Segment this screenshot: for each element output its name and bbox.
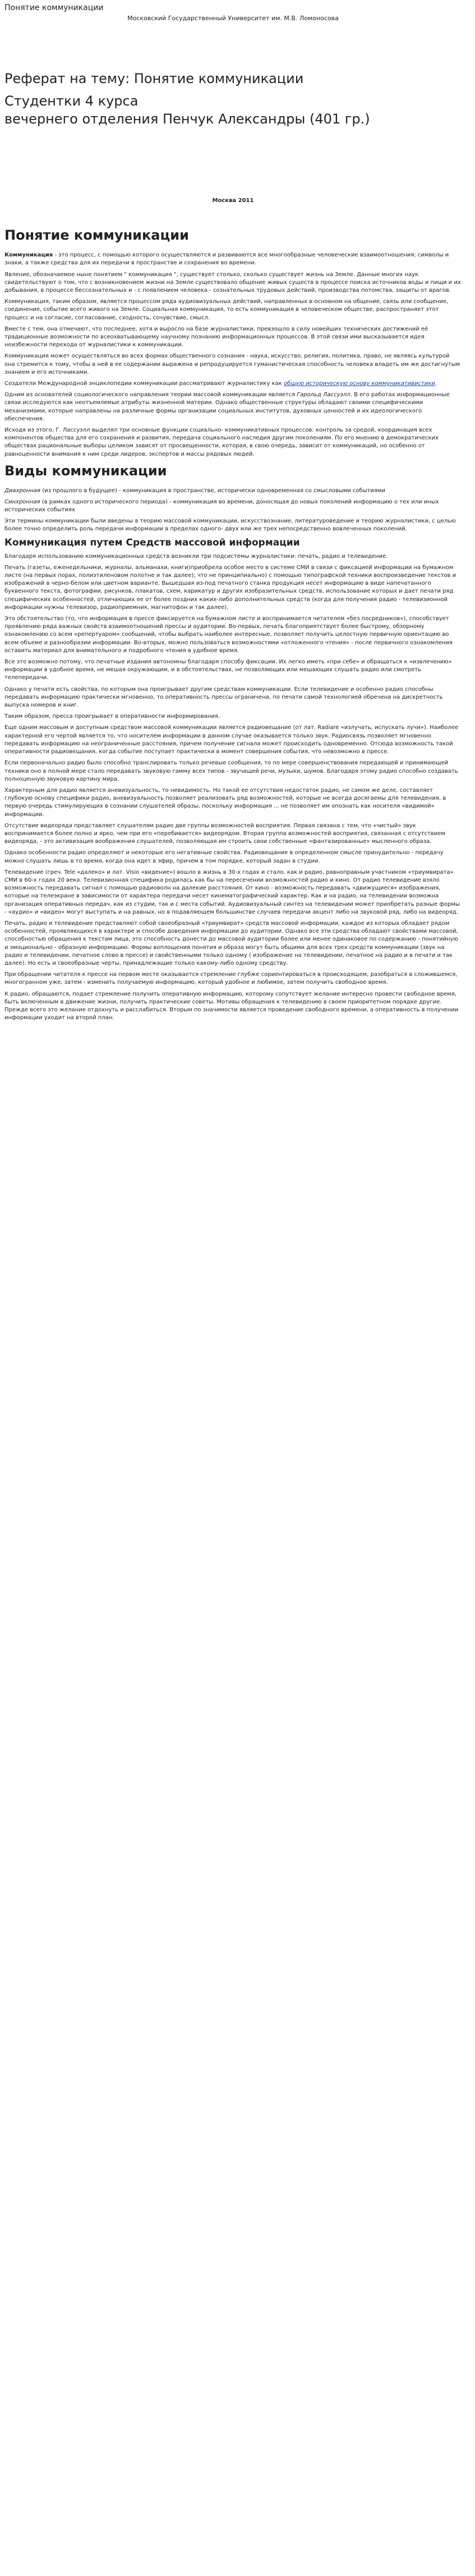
paragraph-text: . В его работах информационные связи исследуются как неотъемлемые атрибуты жизненной материи. Однако общественные структуры обладают своими специфическими механизмами, которые направлены на различные формы организации социальных институтов, духовных ценностей и их идеологического обеспечения. [4, 392, 450, 422]
paragraph-text: Создатели Международной энциклопедии коммуникации рассматривают журналистику как [4, 380, 284, 387]
paragraph: Печать, радио и телевидение представляют собой своеобразный «триумвират» средств массовой информации, каждое из которых обладает рядом особенностей, проявляющихся в характере и способе доведения информации до аудитории. Однако все эти средства обладают свойствами массовой, способностью обращения к текстам лица, это способность донести до массовой аудитории более или менее одинаковое по содержанию - понятийную и эмоционально - образную информацию. Формы воплощения понятия и образа могут быть общими для всех трех средств коммуникации (звук на радио и телевидении, печатное слово в прессе) и свойственными только одному ( изображение на телевидении, печатное на радио и в печати и так далее). Но есть и своеобразные черты, принадлежащие только какому-либо одному средству. [4, 920, 458, 966]
inline-link[interactable]: общую историческую основу коммуникативистики [283, 380, 435, 387]
section-heading-types: Виды коммуникации [4, 462, 167, 479]
term-italic: Синхронная [4, 498, 40, 505]
city-year: Москва 2011 [212, 198, 254, 204]
paragraph: Телевидение (греч. Tele «далеко» и лат. Visio «видение») вошло в жизнь в 30-х годах и стало, как и радио, равноправным участником «триумвирата» СМИ в 60-х годах 20 века. Телевизионная специфика родилась как бы на пересечении возможностей радио и кино. От радио телевидение взяло возможность передавать сигнал с помощью радиоволн на далекие расстояния. От кино - возможность передавать «движущиеся» изображения, которые на телеэкране в зависимости от характера передачи несет кинематографический характер. Как и на радио, на телевидении возможна организация оперативных передач, как из студии, так и с места событий. Аудиовизуальный синтез на телевидении может приобретать разные формы - «аудио» и «видео» могут выступать и на равных, но в подавляющем большинстве случаев передачи акцент либо на звуковой ряд, либо на видеоряд. [4, 869, 460, 915]
report-title: Реферат на тему: Понятие коммуникации [4, 71, 304, 86]
page-title: Понятие коммуникации [4, 3, 104, 12]
person-name: Гарольд Лассуэлл [297, 392, 351, 398]
paragraph-text: (из прошлого в будущее) - коммуникация в пространстве, исторически одновременная со смысловыми событиями [40, 487, 385, 494]
paragraph [4, 487, 462, 495]
paragraph: Однако у печати есть свойства, по которым она проигрывает другим средствам коммуникации. Если телевидение и особенно радио способны передавать информацию практически мгновенно, то оперативность прессы ограничена, по печати самой технологией обречена на дискретность выпуска номеров и книг. [4, 686, 443, 709]
paragraph [4, 498, 462, 514]
paragraph: Исходя из этого, Г. Лассуэлл выделял три основные функции социально- коммуникативных процессов: контроль за средой, координация всех компонентов общества для его сохранения и развития, передача социального наследия другим поколениям. По его мнению в демократических обществах рациональные выборы целиком зависят от просвещенности, которая, в свою очередь, зависит от коммуникаций, но особенно от равноценности внимания к ним среди лидеров, экспертов и массы рядовых людей. [4, 427, 439, 457]
paragraph-text: - это процесс, с помощью которого осуществляются и развиваются все многообразные человеческие взаимоотношения; символы и знаки, а также средства для их передачи в пространстве и сохранения во времени. [4, 252, 449, 267]
paragraph [4, 251, 462, 267]
paragraph: Еще одним массовым и доступным средством массовой коммуникации является радиовещание (от лат. Radiare «излучать, испускать лучи»). Наиболее характерной его чертой является то, что носителем информации в данном случае оказывается только звук. Радиосвязь позволяет мгновенно передавать информацию на неограниченные расстояния, причем получение сигнала может происходить одновременно. Отсюда возможность такой оперативности радиовещания, когда событие поступает практически в момент совершения события, что невозможно в прессе. [4, 725, 459, 755]
paragraph-text: (в рамках одного исторического периода) - коммуникация во времени, доносящая до новых поколений информацию о тех или иных исторических событиях [4, 498, 439, 514]
university-name: Московский Государственный Университет им. М.В. Ломоносова [127, 15, 339, 22]
subsection-heading-mass-media: Коммуникация путем Средств массовой информации [4, 537, 300, 548]
paragraph: Благодаря использованию коммуникационных средств возникли три подсистемы журналистики: печать, радио и телевидение. [4, 553, 388, 560]
paragraph: Таким образом, пресса проигрывает в оперативности информирования. [4, 713, 220, 720]
student-line-course: Студентки 4 курса [4, 93, 139, 109]
paragraph: Если первоначально радио было способно транслировать только речевые сообщения, то по мере совершенствования передающей и принимающей техники оно в полной мере стало передавать звуковую гамму всех типов - звучащей речи, музыки, шумов. Благодаря этому радио способно создавать полноценную звуковую картину мира. [4, 760, 458, 782]
paragraph: Эти термины коммуникации были введены в теорию массовой коммуникации, искусствознание, литературоведение и теорию журналистики, с целью более точно определить роль передачи информации в пределах одного- двух или же трех непосредственно вовлеченных поколений. [4, 518, 456, 533]
paragraph: Однако особенности радио определяют и некоторые его негативные свойства. Радиовещание в определенном смысле принудительно - передачу можно слушать лишь в то время, когда она идет в эфир, причем в том порядке, который задан в студии. [4, 850, 444, 864]
term-italic: Диахронная [4, 487, 41, 494]
paragraph: К радио, обращаются, подает стремление получить оперативную информацию, которому сопутствует желание интересно провести свободное время, быть включенным в движение жизни, получить практические советы. Мотивы обращения к телевидению в своем приоритетном порядке другие. Прежде всего это желание отдохнуть и расслабиться. Вторым по значимости является проведение свободного времени, а оперативность в получении информации уходит на второй план. [4, 991, 459, 1021]
paragraph: Отсутствие видеоряда представляет слушателям радио две группы возможностей восприятия. Первая связана с тем, что «чистый» звук воспринимается более полно и ярко, чем при его «перебивается» видеорядом. Вторая группа возможностей восприятия, связанная с отсутствием видеоряда, - это активизация воображения слушателей, позволяющая им строить свои собственные «фантазированные» мысленного образа. [4, 822, 445, 845]
paragraph: Печать (газеты, еженедельники, журналы, альманахи, книги)приобрела особое место в системе СМИ в связи с фиксацией информации на бумажном листе (на первых порах, полиэтиленовом полотне и так далее); что не принципиально) с помощью типографской техники воспроизведение текстов и изображений в черно-белом или цветном варианте. Вышедшая из-под печатного станка продукция несет информацию в виде напечатанного буквенного текста, фотографии, рисунков, плакатов, схем, карикатур и других изобразительных средств, использование которых и дает печати ряд специфических особенностей, отличающих ее от более поздних каких-либо дополнительных средств (когда для получения радио - телевизионной информации нужны телевизор, радиоприемник, магнитофон и так далее). [4, 564, 456, 611]
paragraph [4, 391, 462, 423]
paragraph: Коммуникация может осуществляться во всех формах общественного сознания - наука, искусство, религия, политика, право, не являясь культурой она стремится к тому, чтобы в ней в ее содержании выражена и репродуцируется гуманистическая способность человека владеть им же достигнутым знанием и его источниками. [4, 353, 460, 375]
paragraph: Все это возможно потому, что печатные издания автономны благодаря способу фиксации. Их легко иметь «при себе» и обращаться к «извлечению» информации в удобное время, не мешая окружающим, и в обстоятельствах, не позволяющих или мешающих слушать радио или смотреть телепередачи. [4, 659, 452, 681]
term-bold: Коммуникация [4, 252, 53, 259]
paragraph-text: Одним из основателей социологического направления теории массовой коммуникации является [4, 392, 297, 398]
paragraph: Характерным для радио является аневизуальность, то невидимость. Но такой ее отсутствия недостаток радио, не самом же деле, составляет глубокую основу специфики радио, аневизуальность позволяет реализовать ряд возможностей, которые не всегда досягаемы для телевидения, в первую очередь стимулирующих в сознании слушателей образы, поскольку информация ... не позволяет им опознать как носителя «видимой» информации. [4, 787, 446, 818]
paragraph-text: . [435, 380, 437, 387]
paragraph: Явление, обозначаемое ныне понятием " коммуникация ", существует столько, сколько существует жизнь на Земле. Данные многих наук свидетельствуют о том, что с возникновением жизни на Земле существовало общение живых существ в процессе поиска источников воды и пищи и их добывания, в процессе бессознательных и - с появлением человека - сознательных трудовых действий, производства потомства, защиты от врагов. [4, 271, 461, 294]
paragraph: Это обстоятельство (то, что информация в прессе фиксируется на бумажном листе и воспринимается читателем «без посредников»), способствует проявлению ряда важных свойств взаимоотношений прессы и аудитории. Во-первых, печать благоприятствует более быстрому, обзорному ознакомлению со всем «репертуаром» сообщений, чтобы выбрать наиболее интересные, позволяет получить целостную первичную ориентацию во всем объеме и разнообразии информации. Во-вторых, можно пользоваться возможностями «отложенного чтения» - после первичного ознакомления оставить материал для внимательного и подробного чтения в удобное время. [4, 616, 453, 654]
paragraph [4, 380, 462, 388]
section-heading-concept: Понятие коммуникации [4, 227, 189, 244]
document-page [0, 0, 466, 1030]
student-line-name: вечернего отделения Пенчук Александры (401 гр.) [4, 111, 370, 127]
paragraph: Вместе с тем, она отмечают, что последнее, хотя и выросло на базе журналистики, превзошло в силу новейших технических достижений её традиционные возможности по всеохватывающему научному познанию информационных процессов. В этой связи ими высказывается идея неизбежности перехода от журналистики к коммуникации. [4, 326, 428, 349]
paragraph: Коммуникация, таким образом, является процессом ряда аудиовизуальных действий, направленных в основном на общение, связь или сообщение, соединение, событие всего живого на Земле. Социальная коммуникация, то есть коммуникация в человеческом обществе, распространяет этот процесс и на согласие, согласование, сходность, сочувствие, смысл. [4, 299, 449, 321]
paragraph: При обращении читателя к прессе на первом месте оказывается стремление глубже сориентироваться в происходящем, разобраться в сложившемся, многогранном уже, затем - изменить получаемую информацию, который удобное и любимое, затем получить свободное время. [4, 971, 458, 986]
